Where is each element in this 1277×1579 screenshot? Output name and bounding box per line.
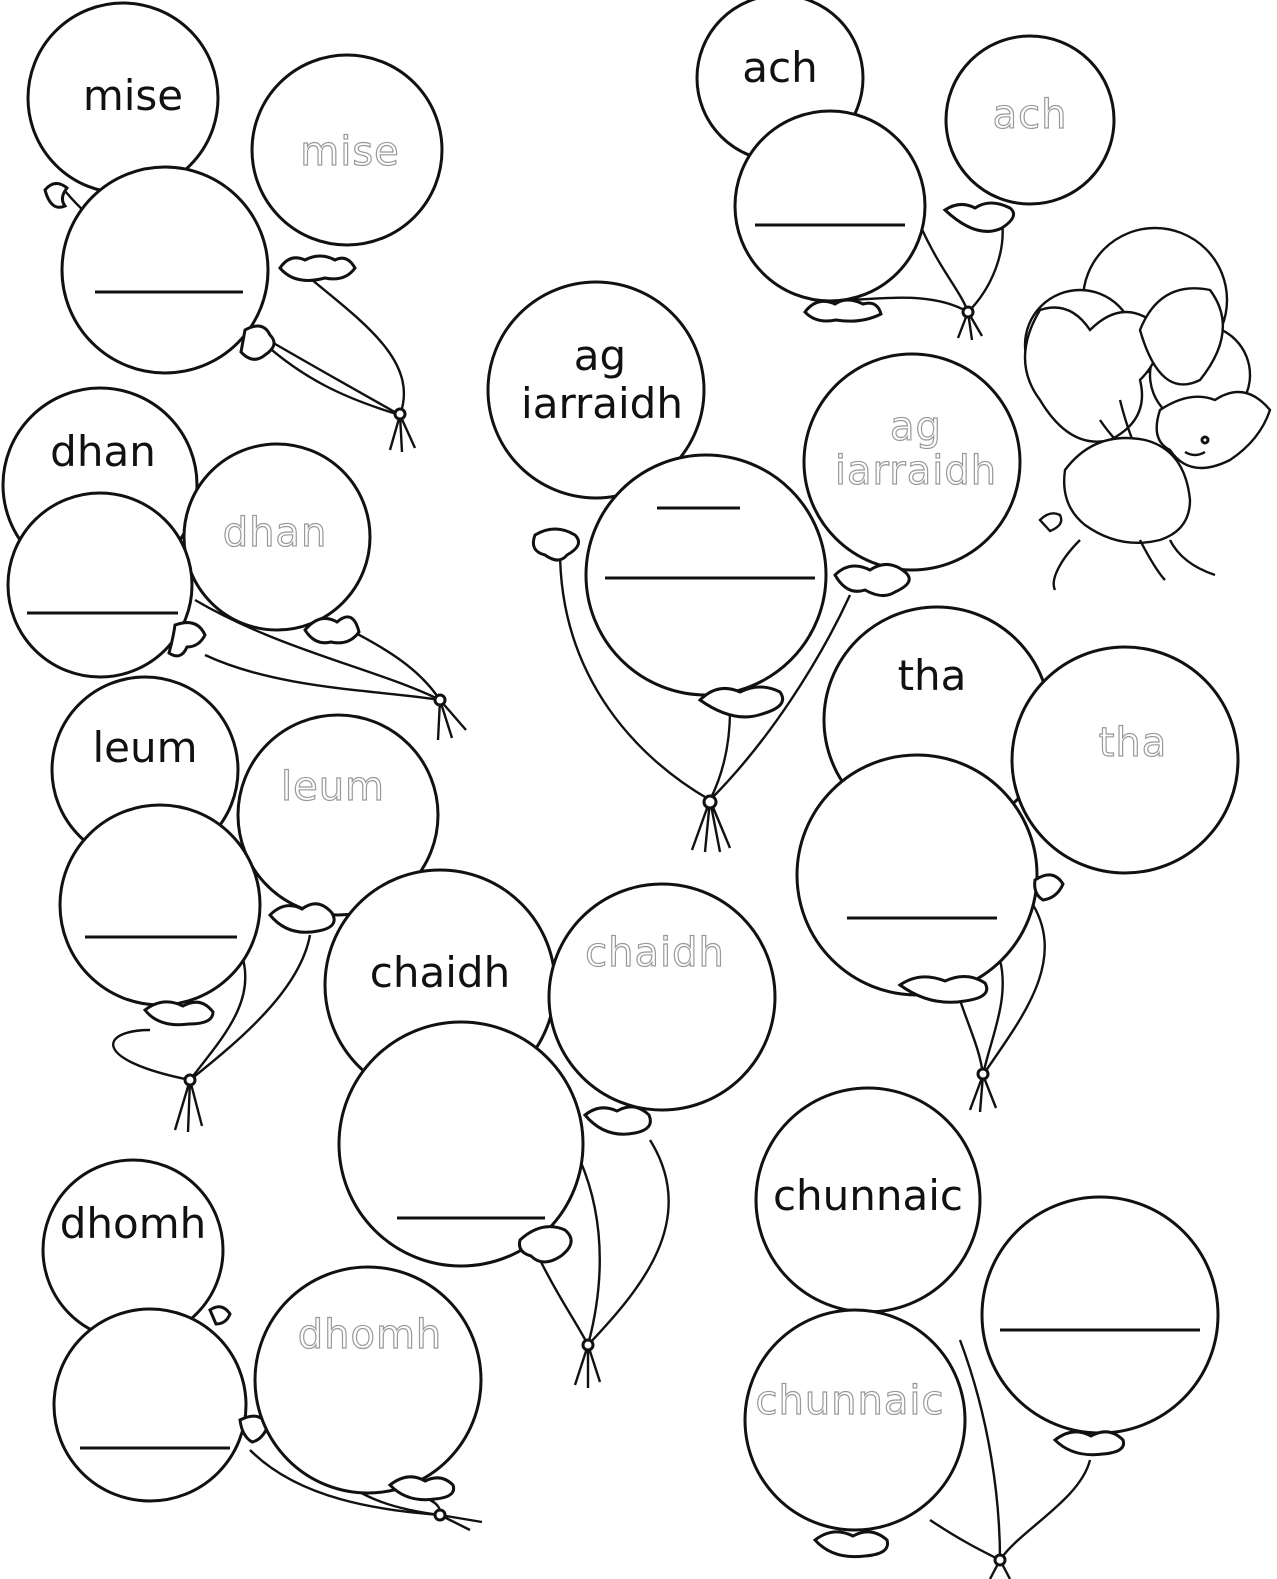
balloon-blank[interactable] [797,755,1037,995]
cluster-dhan [3,388,466,740]
word-label: ach [742,43,818,92]
word-label: dhan [50,427,156,476]
balloon-trace [255,1267,481,1493]
word-label: mise [82,71,184,120]
balloon-blank[interactable] [735,111,925,301]
balloon-blank[interactable] [8,493,192,677]
trace-label-line1: ag [890,404,942,450]
trace-label-line2: iarraidh [834,448,998,494]
word-label: leum [92,723,198,772]
trace-label: dhan [222,510,328,556]
trace-label: tha [1098,720,1168,766]
balloon-blank[interactable] [982,1197,1218,1433]
cluster-mise [28,3,442,452]
word-label-line1: ag [573,331,627,380]
cluster-ach [697,0,1114,340]
balloon-blank[interactable] [54,1309,246,1501]
mouse-with-balloons-icon [1025,228,1270,590]
trace-label: dhomh [297,1312,443,1358]
balloon-trace [549,884,775,1110]
word-label: dhomh [59,1199,207,1248]
balloon-blank[interactable] [586,455,826,695]
balloon-blank[interactable] [60,805,260,1005]
trace-label: chaidh [585,930,725,976]
word-label-line2: iarraidh [521,379,683,428]
word-label: chaidh [369,948,511,997]
cluster-chunnaic [745,1088,1218,1579]
word-label: chunnaic [772,1171,964,1220]
trace-label: leum [280,764,386,810]
trace-label: chunnaic [755,1378,945,1424]
word-label: tha [897,651,967,700]
balloon-blank[interactable] [62,167,268,373]
cluster-tha [797,607,1238,1112]
trace-label: ach [992,92,1068,138]
trace-label: mise [300,129,400,175]
